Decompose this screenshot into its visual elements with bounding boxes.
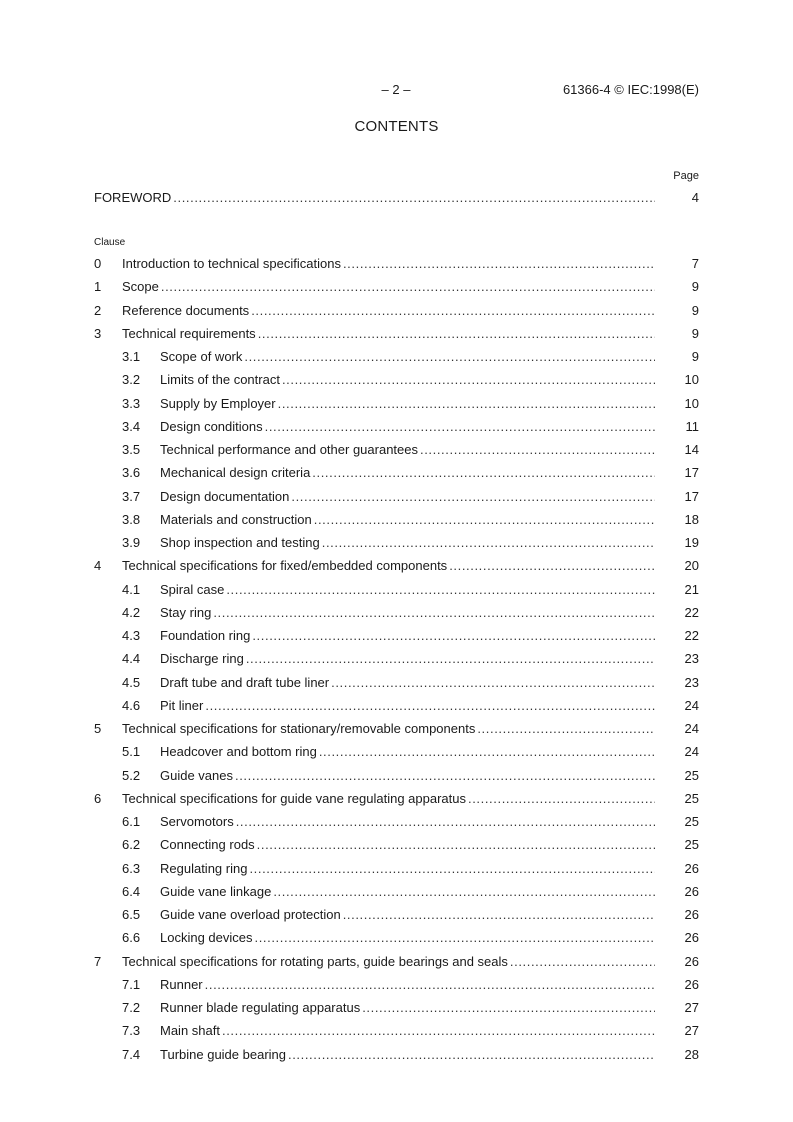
toc-row[interactable] (122, 767, 699, 785)
toc-row[interactable] (94, 720, 699, 738)
toc-entry-page: 4 (691, 190, 699, 205)
toc-entry-page: 22 (684, 628, 699, 643)
dot-leader (314, 511, 655, 529)
toc-row[interactable] (94, 953, 699, 971)
toc-entry-number: 3.4 (122, 418, 141, 434)
toc-row[interactable] (122, 743, 699, 761)
toc-row[interactable] (122, 697, 699, 715)
toc-row[interactable] (94, 325, 699, 343)
dot-leader (222, 1022, 655, 1040)
toc-row[interactable] (122, 511, 699, 529)
dot-leader (257, 836, 655, 854)
dot-leader (255, 929, 656, 947)
toc-row[interactable] (94, 790, 699, 808)
dot-leader (477, 720, 655, 738)
toc-entry-page: 11 (685, 418, 699, 434)
toc-entry-page: 27 (684, 1023, 699, 1039)
page-number: – 2 – (381, 82, 411, 97)
toc-entry-number: 3.5 (122, 442, 141, 457)
dot-leader (273, 883, 655, 901)
dot-leader (258, 325, 655, 343)
dot-leader (322, 534, 655, 552)
toc-entry-title: Technical specifications for guide vane regulating apparatus (122, 790, 466, 806)
toc-entry-page: 24 (684, 697, 699, 713)
toc-entry-page: 23 (684, 674, 699, 690)
toc-entry-title: Shop inspection and testing (160, 535, 320, 550)
toc-entry-number: 3 (94, 325, 102, 341)
toc-entry-title: Regulating ring (160, 860, 248, 876)
toc-entry-number: 7.2 (122, 1000, 141, 1015)
toc-entry-number: 7.3 (122, 1023, 141, 1039)
toc-entry-title: Limits of the contract (160, 372, 280, 388)
toc-entry-title: Turbine guide bearing (160, 1046, 286, 1062)
toc-entry-title: Servomotors (160, 814, 234, 829)
toc-entry-page: 25 (684, 837, 699, 853)
toc-entry-page: 17 (684, 465, 699, 481)
toc-row-foreword[interactable] (94, 189, 699, 207)
dot-leader (246, 650, 655, 668)
toc-entry-page: 17 (684, 488, 699, 504)
dot-leader (343, 906, 655, 924)
toc-row[interactable] (122, 395, 699, 413)
toc-entry-title: FOREWORD (94, 190, 172, 205)
toc-entry-number: 6.1 (122, 814, 141, 829)
toc-entry-number: 3.2 (122, 372, 141, 388)
toc-entry-number: 3.3 (122, 395, 141, 411)
toc-entry-page: 25 (684, 767, 699, 783)
toc-entry-number: 4.5 (122, 674, 141, 690)
toc-entry-title: Draft tube and draft tube liner (160, 674, 330, 690)
toc-row[interactable] (122, 929, 699, 947)
toc-entry-page: 24 (684, 744, 699, 760)
toc-entry-number: 6.4 (122, 883, 141, 899)
toc-entry-number: 6.2 (122, 837, 141, 853)
dot-leader (278, 395, 655, 413)
toc-entry-title: Technical performance and other guarantees (160, 442, 418, 457)
toc-row[interactable] (122, 906, 699, 924)
dot-leader (362, 999, 655, 1017)
toc-row[interactable] (122, 813, 699, 831)
toc-entry-page: 10 (684, 372, 699, 388)
dot-leader (173, 189, 655, 207)
dot-leader (282, 371, 655, 389)
toc-entry-title: Scope of work (160, 349, 243, 364)
toc-entry-title: Spiral case (160, 581, 225, 597)
toc-entry-number: 3.8 (122, 511, 141, 527)
toc-entry-title: Connecting rods (160, 837, 255, 853)
toc-row[interactable] (122, 441, 699, 459)
toc-entry-page: 20 (684, 558, 699, 574)
dot-leader (226, 581, 655, 599)
toc-entry-title: Technical specifications for fixed/embedded components (122, 558, 448, 574)
toc-row[interactable] (122, 418, 699, 436)
dot-leader (312, 464, 655, 482)
dot-leader (213, 604, 655, 622)
toc-row[interactable] (122, 534, 699, 552)
toc-entry-number: 1 (94, 279, 102, 295)
toc-row[interactable] (122, 1046, 699, 1064)
toc-entry-page: 9 (691, 349, 699, 364)
toc-row[interactable] (122, 836, 699, 854)
document-reference: 61366-4 © IEC:1998(E) (562, 82, 699, 97)
toc-entry-number: 6.6 (122, 930, 141, 946)
toc-entry-title: Reference documents (122, 302, 250, 318)
toc-entry-page: 18 (684, 511, 699, 527)
toc-entry-page: 19 (684, 535, 699, 550)
toc-entry-page: 28 (684, 1046, 699, 1062)
dot-leader (510, 953, 655, 971)
dot-leader (331, 674, 655, 692)
toc-entry-number: 4.3 (122, 628, 141, 643)
toc-entry-title: Mechanical design criteria (160, 465, 311, 481)
toc-row[interactable] (122, 999, 699, 1017)
toc-row[interactable] (122, 488, 699, 506)
toc-entry-title: Discharge ring (160, 651, 244, 667)
toc-entry-title: Headcover and bottom ring (160, 744, 317, 760)
toc-entry-page: 26 (684, 930, 699, 946)
toc-entry-title: Locking devices (160, 930, 253, 946)
toc-entry-title: Technical specifications for stationary/removable components (122, 721, 476, 736)
toc-entry-page: 22 (684, 604, 699, 620)
dot-leader (249, 860, 655, 878)
dot-leader (235, 767, 655, 785)
page-column-label: Page (673, 170, 699, 182)
toc-row[interactable] (122, 860, 699, 878)
toc-entry-page: 24 (684, 721, 699, 736)
dot-leader (161, 278, 655, 296)
toc-entry-page: 14 (684, 442, 699, 457)
toc-row[interactable] (122, 883, 699, 901)
page-title: CONTENTS (354, 118, 439, 135)
toc-entry-page: 25 (684, 814, 699, 829)
toc-entry-page: 10 (684, 395, 699, 411)
toc-entry-title: Pit liner (160, 697, 204, 713)
toc-row[interactable] (122, 371, 699, 389)
toc-row[interactable] (94, 278, 699, 296)
dot-leader (205, 697, 655, 715)
dot-leader (468, 790, 655, 808)
toc-row[interactable] (122, 581, 699, 599)
toc-row[interactable] (122, 650, 699, 668)
dot-leader (343, 255, 655, 273)
toc-entry-page: 23 (684, 651, 699, 667)
toc-entry-page: 21 (684, 581, 699, 597)
toc-entry-number: 7.4 (122, 1046, 141, 1062)
toc-row[interactable] (122, 674, 699, 692)
dot-leader (319, 743, 655, 761)
toc-entry-title: Foundation ring (160, 628, 251, 643)
toc-entry-title: Supply by Employer (160, 395, 276, 411)
dot-leader (251, 302, 655, 320)
toc-entry-title: Technical specifications for rotating parts, guide bearings and seals (122, 953, 508, 969)
dot-leader (291, 488, 655, 506)
toc-entry-page: 9 (691, 325, 699, 341)
clause-column-label: Clause (94, 237, 126, 248)
toc-entry-number: 6.5 (122, 907, 141, 922)
toc-entry-number: 2 (94, 302, 102, 318)
dot-leader (265, 418, 655, 436)
toc-entry-title: Materials and construction (160, 511, 312, 527)
toc-row[interactable] (94, 557, 699, 575)
toc-entry-page: 26 (684, 883, 699, 899)
toc-entry-number: 6 (94, 790, 102, 806)
toc-entry-number: 4.4 (122, 651, 141, 667)
toc-row[interactable] (122, 464, 699, 482)
toc-entry-number: 4 (94, 558, 102, 574)
toc-entry-title: Runner (160, 976, 203, 992)
toc-entry-page: 7 (691, 256, 699, 271)
toc-row[interactable] (122, 627, 699, 645)
toc-entry-number: 3.6 (122, 465, 141, 481)
dot-leader (244, 348, 655, 366)
toc-entry-title: Design conditions (160, 418, 263, 434)
toc-entry-page: 26 (684, 976, 699, 992)
toc-entry-title: Runner blade regulating apparatus (160, 1000, 361, 1015)
toc-entry-number: 4.2 (122, 604, 141, 620)
toc-entry-page: 9 (691, 279, 699, 295)
toc-entry-title: Guide vane overload protection (160, 907, 341, 922)
toc-entry-number: 5.2 (122, 767, 141, 783)
toc-entry-number: 6.3 (122, 860, 141, 876)
dot-leader (449, 557, 655, 575)
dot-leader (288, 1046, 655, 1064)
toc-row[interactable] (122, 1022, 699, 1040)
toc-entry-title: Scope (122, 279, 159, 295)
toc-entry-title: Guide vane linkage (160, 883, 272, 899)
toc-entry-number: 5.1 (122, 744, 141, 760)
toc-row[interactable] (94, 302, 699, 320)
toc-entry-number: 7 (94, 953, 102, 969)
toc-row[interactable] (122, 976, 699, 994)
toc-entry-number: 5 (94, 721, 102, 736)
toc-entry-title: Introduction to technical specifications (122, 256, 341, 271)
toc-row[interactable] (122, 604, 699, 622)
toc-entry-number: 7.1 (122, 976, 141, 992)
toc-row[interactable] (94, 255, 699, 273)
toc-entry-number: 4.6 (122, 697, 141, 713)
toc-entry-page: 26 (684, 860, 699, 876)
toc-entry-page: 27 (684, 1000, 699, 1015)
toc-entry-title: Guide vanes (160, 767, 233, 783)
dot-leader (236, 813, 655, 831)
toc-entry-page: 26 (684, 907, 699, 922)
toc-entry-title: Stay ring (160, 604, 212, 620)
toc-row[interactable] (122, 348, 699, 366)
toc-entry-number: 3.9 (122, 535, 141, 550)
toc-entry-title: Technical requirements (122, 325, 256, 341)
toc-entry-page: 26 (684, 953, 699, 969)
toc-entry-number: 0 (94, 256, 102, 271)
dot-leader (252, 627, 655, 645)
dot-leader (420, 441, 655, 459)
dot-leader (205, 976, 655, 994)
toc-entry-page: 25 (684, 790, 699, 806)
toc-entry-page: 9 (691, 302, 699, 318)
toc-entry-title: Design documentation (160, 488, 290, 504)
toc-entry-number: 3.7 (122, 488, 141, 504)
toc-entry-number: 3.1 (122, 349, 141, 364)
toc-entry-title: Main shaft (160, 1023, 220, 1039)
toc-entry-number: 4.1 (122, 581, 141, 597)
